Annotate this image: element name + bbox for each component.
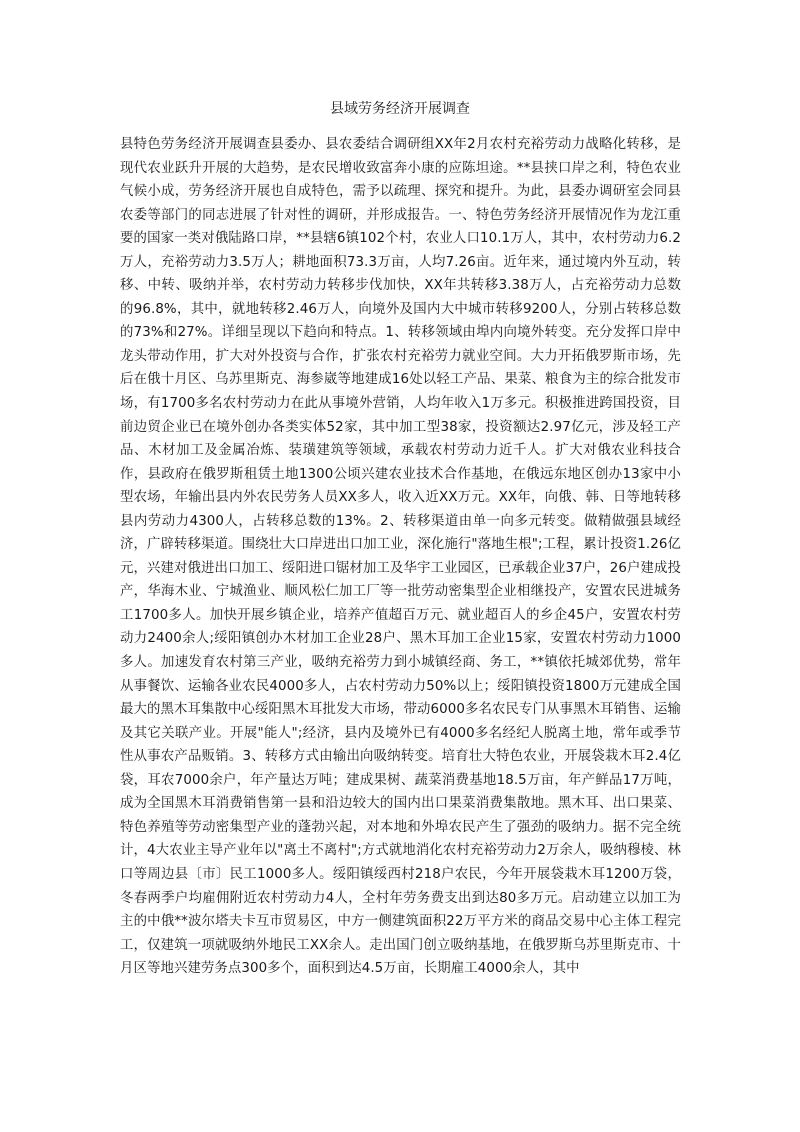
document-title: 县域劳务经济开展调查 xyxy=(330,101,470,117)
document-body-paragraph: 县特色劳务经济开展调查县委办、县农委结合调研组XX年2月农村充裕劳动力战略化转移，是现代农业跃升开展的大趋势，是农民增收致富奔小康的应陈坦途。**县挟口岸之利，特色农业气候小成，劳务经济开展也自成特色，需予以疏理、探究和提升。为此，县委办调研室会同县农委等部门的同志进展了针对性的调研，并形成报告。一、特色劳务经济开展情况作为龙江重要的国家一类对俄陆路口岸，**县辖6镇102个村，农业人口10.1万人，其中，农村劳动力6.2万人，充裕劳动力3.5万人；耕地面积73.3万亩，人均7.26亩。近年来，通过境内外互动，转移、中转、吸纳并举，农村劳动力转移步伐加快，XX年共转移3.38万人，占充裕劳动力总数的96.8%，其中，就地转移2.46万人，向境外及国内大中城市转移9200人，分别占转移总数的73%和27%。详细呈现以下趋向和特点。1、转移领域由埠内向境外转变。充分发挥口岸中龙头带动作用，扩大对外投资与合作，扩张农村充裕劳力就业空间。大力开拓俄罗斯市场，先后在俄十月区、乌苏里斯克、海参崴等地建成16处以轻工产品、果菜、粮食为主的综合批发市场，有1700多名农村劳动力在此从事境外营销，人均年收入1万多元。积极推进跨国投资，目前边贸企业已在境外创办各类实体52家，其中加工型38家，投资额达2.97亿元，涉及轻工产品、木材加工及金属冶炼、装璜建筑等领域，承载农村劳动力近千人。扩大对俄农业科技合作，县政府在俄罗斯租赁土地1300公顷兴建农业技术合作基地，在俄远东地区创办13家中小型农场，年输出县内外农民劳务人员XX多人，收入近XX万元。XX年，向俄、韩、日等地转移县内劳动力4300人，占转移总数的13%。2、转移渠道由单一向多元转变。做精做强县域经济，广辟转移渠道。围绕壮大口岸进出口加工业，深化施行"落地生根";工程，累计投资1.26亿元，兴建对俄进出口加工、绥阳进口锯材加工及华宇工业园区，已承载企业37户，26户建成投产，华海木业、宁城渔业、顺风松仁加工厂等一批劳动密集型企业相继投产，安置农民进城务工1700多人。加快开展乡镇企业，培养产值超百万元、就业超百人的乡企45户，安置农村劳动力2400余人;绥阳镇创办木材加工企业28户、黑木耳加工企业15家，安置农村劳动力1000多人。加速发育农村第三产业，吸纳充裕劳力到小城镇经商、务工，**镇依托城郊优势，常年从事餐饮、运输各业农民4000多人，占农村劳动力50%以上；绥阳镇投资1800万元建成全国最大的黑木耳集散中心绥阳黑木耳批发大市场，带动6000多名农民专门从事黑木耳销售、运输及其它关联产业。开展"能人";经济，县内及境外已有4000多名经纪人脱离土地，常年或季节性从事农产品贩销。3、转移方式由输出向吸纳转变。培育壮大特色农业，开展袋栽木耳2.4亿袋，耳农7000余户，年产量达万吨；建成果树、蔬菜消费基地18.5万亩，年产鲜品17万吨，成为全国黑木耳消费销售第一县和沿边较大的国内出口果菜消费集散地。黑木耳、出口果菜、特色养殖等劳动密集型产业的蓬勃兴起，对本地和外埠农民产生了强劲的吸纳力。据不完全统计，4大农业主导产业年以"离土不离村";方式就地消化农村充裕劳动力2万余人，吸纳穆棱、林口等周边县〔市〕民工1000多人。绥阳镇绥西村218户农民，今年开展袋栽木耳1200万袋，冬春两季户均雇佣附近农村劳动力4人，全村年劳务费支出到达80多万元。启动建立以加工为主的中俄**波尔塔夫卡互市贸易区，中方一侧建筑面积22万平方米的商品交易中心主体工程完工，仅建筑一项就吸纳外地民工XX余人。走出国门创立吸纳基地，在俄罗斯乌苏里斯克市、十月区等地兴建劳务点300多个，面积到达4.5万亩，长期雇工4000余人，其中 xyxy=(120,137,681,977)
